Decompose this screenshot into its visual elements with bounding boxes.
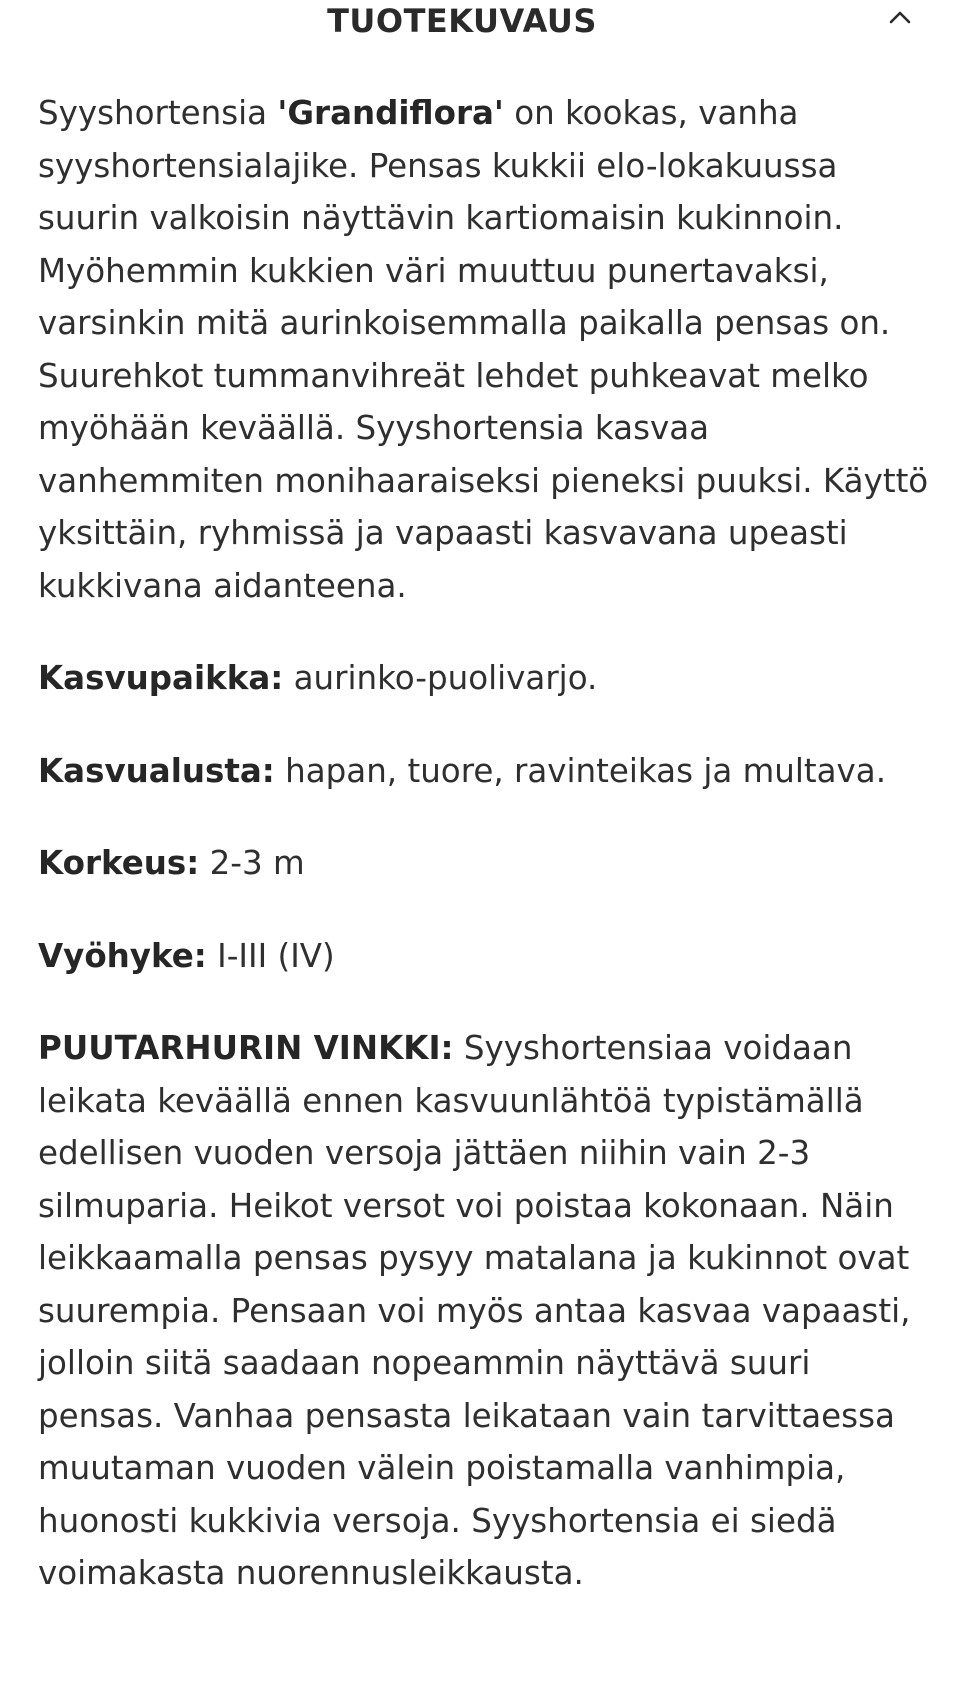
fact-value: 2-3 m [199, 844, 305, 882]
tip-text: Syyshortensiaa voidaan leikata keväällä ennen kasvuunlähtöä typistämällä edellisen vuoden versoja jättäen niihin vain 2-3 silmuparia. Heikot versot voi poistaa kokonaan. Näin leikkaamalla pensas pysyy matalana ja kukinnot ovat suurempia. Pensaan voi myös antaa kasvaa vapaasti, jolloin siitä saadaan nopeammin näyttävä suuri pensas. Vanhaa pensasta leikataan vain tarvittaessa muutaman vuoden välein poistamalla vanhimpia, huonosti kukkivia versoja. Syyshortensia ei siedä voimakasta nuorennusleikkausta. [38, 1029, 911, 1592]
fact-value: hapan, tuore, ravinteikas ja multava. [274, 751, 887, 790]
intro-prefix: Syyshortensia [38, 94, 278, 132]
intro-paragraph [38, 87, 938, 612]
fact-height [38, 837, 938, 890]
tip-label: PUUTARHURIN VINKKI: [38, 1029, 454, 1067]
fact-label: Kasvualusta: [38, 751, 275, 790]
fact-soil [38, 745, 938, 798]
fact-label: Kasvupaikka: [38, 659, 284, 697]
cultivar-name: 'Grandiflora' [277, 94, 504, 132]
description-content [38, 87, 938, 1600]
section-title: TUOTEKUVAUS [327, 2, 597, 40]
intro-text: on kookas, vanha syyshortensialajike. Pensas kukkii elo-lokakuussa suurin valkoisin näyttävin kartiomaisin kukinnoin. Myöhemmin kukkien väri muuttuu punertavaksi, varsinkin mitä aurinkoisemmalla paikalla pensas on. Suurehkot tummanvihreät lehdet puhkeavat melko myöhään keväällä. Syyshortensia kasvaa vanhemmiten monihaaraiseksi pieneksi puuksi. Käyttö yksittäin, ryhmissä ja vapaasti kasvavana upeasti kukkivana aidanteena. [38, 94, 929, 605]
fact-value: I-III (IV) [206, 936, 335, 975]
fact-label: Vyöhyke: [38, 936, 207, 975]
section-header[interactable] [0, 0, 960, 44]
chevron-up-icon[interactable] [880, 2, 920, 34]
fact-value: aurinko-puolivarjo. [283, 659, 598, 697]
gardener-tip-paragraph [38, 1022, 938, 1600]
fact-growing-site [38, 652, 938, 705]
fact-zone [38, 930, 938, 983]
fact-label: Korkeus: [38, 844, 200, 882]
